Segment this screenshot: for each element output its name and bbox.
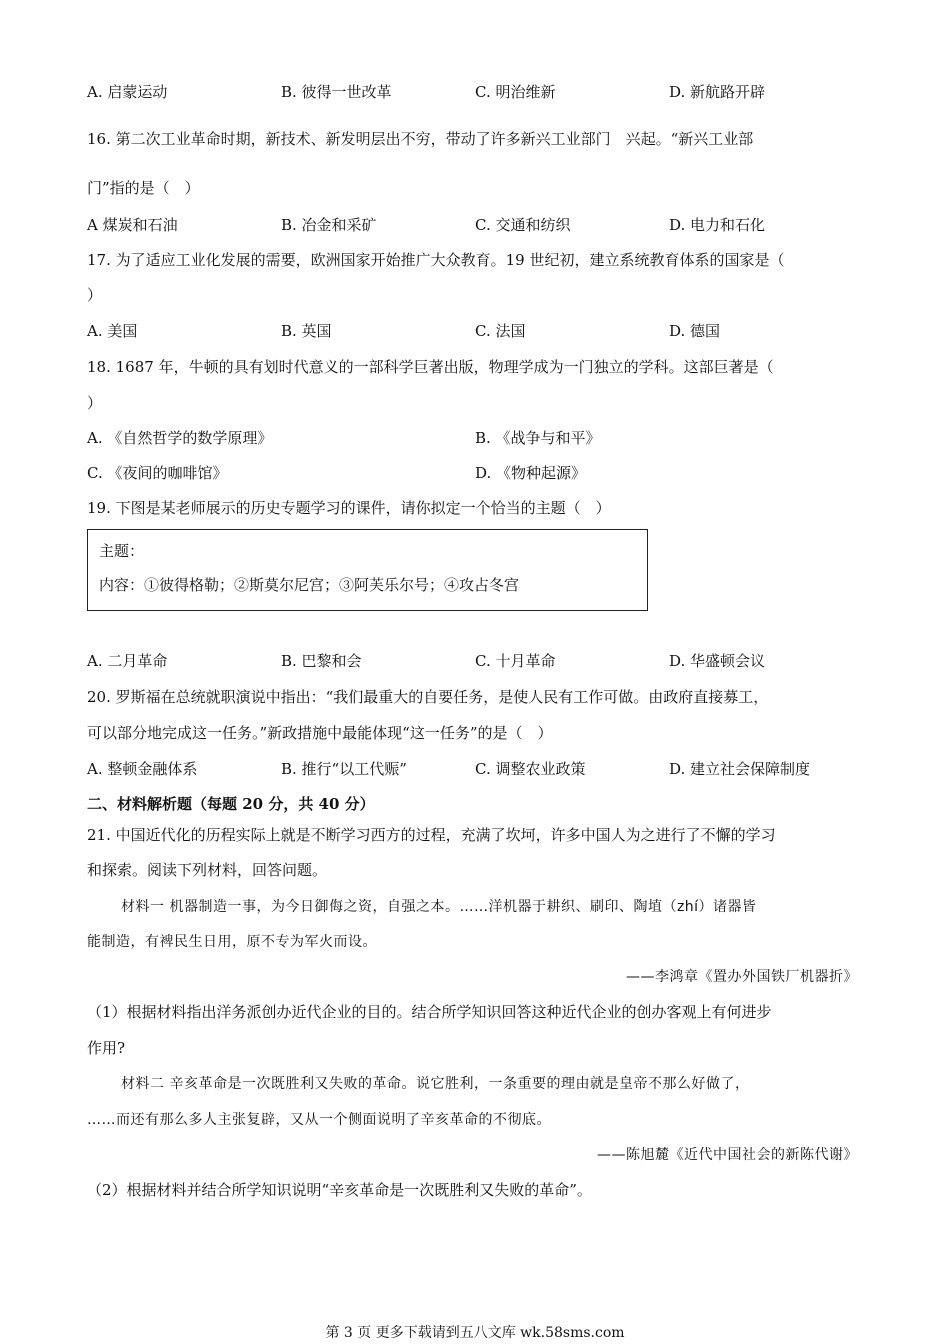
q17-option-b: B. 英国 bbox=[281, 322, 332, 340]
material-1-line1: 材料一 机器制造一事，为今日御侮之资，自强之本。……洋机器于耕织、刷印、陶埴（zhí）诸器皆 bbox=[121, 899, 757, 915]
q20-stem-line1: 20. 罗斯福在总统就职演说中指出：“我们最重大的自要任务，是使人民有工作可做。由政府直接募工， bbox=[87, 688, 769, 706]
material-1-source: ——李鸿章《置办外国铁厂机器折》 bbox=[626, 969, 858, 985]
q20-option-a: A. 整顿金融体系 bbox=[87, 760, 198, 778]
q19-option-a: A. 二月革命 bbox=[87, 652, 168, 670]
q18-stem-line1: 18. 1687 年，牛顿的具有划时代意义的一部科学巨著出版，物理学成为一门独立的学科。这部巨著是（ bbox=[87, 358, 774, 376]
q17-stem-line2: ） bbox=[87, 286, 103, 304]
q17-stem-line1: 17. 为了适应工业化发展的需要，欧洲国家开始推广大众教育。19 世纪初，建立系统教育体系的国家是（ bbox=[87, 251, 785, 269]
q15-option-c: C. 明治维新 bbox=[475, 83, 556, 101]
q19-option-b: B. 巴黎和会 bbox=[281, 652, 362, 670]
q21-part2-line1: （2）根据材料并结合所学知识说明“辛亥革命是一次既胜利又失败的革命”。 bbox=[87, 1181, 592, 1199]
q21-part1-line2: 作用? bbox=[87, 1039, 126, 1057]
section-heading: 二、材料解析题（每题 20 分，共 40 分） bbox=[87, 795, 375, 813]
q18-option-d: D. 《物种起源》 bbox=[475, 464, 587, 482]
q19-option-d: D. 华盛顿会议 bbox=[669, 652, 766, 670]
q19-stem: 19. 下图是某老师展示的历史专题学习的课件，请你拟定一个恰当的主题（ ） bbox=[87, 499, 611, 517]
q16-option-c: C. 交通和纺织 bbox=[475, 216, 571, 234]
q15-option-b: B. 彼得一世改革 bbox=[281, 83, 392, 101]
q21-stem-line1: 21. 中国近代化的历程实际上就是不断学习西方的过程，充满了坎坷，许多中国人为之进行了不懈的学习 bbox=[87, 826, 776, 844]
material-2-source: ——陈旭麓《近代中国社会的新陈代谢》 bbox=[597, 1147, 858, 1163]
q19-option-c: C. 十月革命 bbox=[475, 652, 556, 670]
q19-courseware-box bbox=[87, 529, 648, 611]
q17-option-a: A. 美国 bbox=[87, 322, 138, 340]
q16-option-a: A 煤炭和石油 bbox=[87, 216, 178, 234]
q16-stem-line2: 门”指的是（ ） bbox=[87, 179, 200, 197]
q16-stem-line1: 16. 第二次工业革命时期，新技术、新发明层出不穷，带动了许多新兴工业部门 兴起。“新兴工业部 bbox=[87, 130, 754, 148]
q20-option-c: C. 调整农业政策 bbox=[475, 760, 586, 778]
material-2-line2: ……而还有那么多人主张复辟，又从一个侧面说明了辛亥革命的不彻底。 bbox=[87, 1112, 551, 1128]
q18-stem-line2: ） bbox=[87, 394, 103, 412]
q21-part1-line1: （1）根据材料指出洋务派创办近代企业的目的。结合所学知识回答这种近代企业的创办客观上有何进步 bbox=[87, 1003, 772, 1021]
q20-option-d: D. 建立社会保障制度 bbox=[669, 760, 811, 778]
q20-stem-line2: 可以部分地完成这一任务。”新政措施中最能体现“这一任务”的是（ ） bbox=[87, 724, 553, 742]
q17-option-d: D. 德国 bbox=[669, 322, 721, 340]
q15-option-d: D. 新航路开辟 bbox=[669, 83, 766, 101]
q17-option-c: C. 法国 bbox=[475, 322, 526, 340]
q19-box-theme: 主题： bbox=[99, 542, 145, 560]
q19-box-content: 内容：①彼得格勒；②斯莫尔尼宫；③阿芙乐尔号；④攻占冬宫 bbox=[99, 576, 520, 594]
q20-option-b: B. 推行“以工代赈” bbox=[281, 760, 407, 778]
material-2-line1: 材料二 辛亥革命是一次既胜利又失败的革命。说它胜利，一条重要的理由就是皇帝不那么好做了， bbox=[121, 1076, 750, 1092]
q16-option-b: B. 冶金和采矿 bbox=[281, 216, 377, 234]
q18-option-a: A. 《自然哲学的数学原理》 bbox=[87, 429, 273, 447]
q18-option-c: C. 《夜间的咖啡馆》 bbox=[87, 464, 228, 482]
material-1-line2: 能制造，有裨民生日用，原不专为军火而设。 bbox=[87, 934, 377, 950]
q16-option-d: D. 电力和石化 bbox=[669, 216, 766, 234]
page-footer: 第 3 页 更多下载请到五八文库 wk.58sms.com bbox=[325, 1325, 625, 1341]
q21-stem-line2: 和探索。阅读下列材料，回答问题。 bbox=[87, 861, 328, 879]
q18-option-b: B. 《战争与和平》 bbox=[475, 429, 601, 447]
q15-option-a: A. 启蒙运动 bbox=[87, 83, 168, 101]
